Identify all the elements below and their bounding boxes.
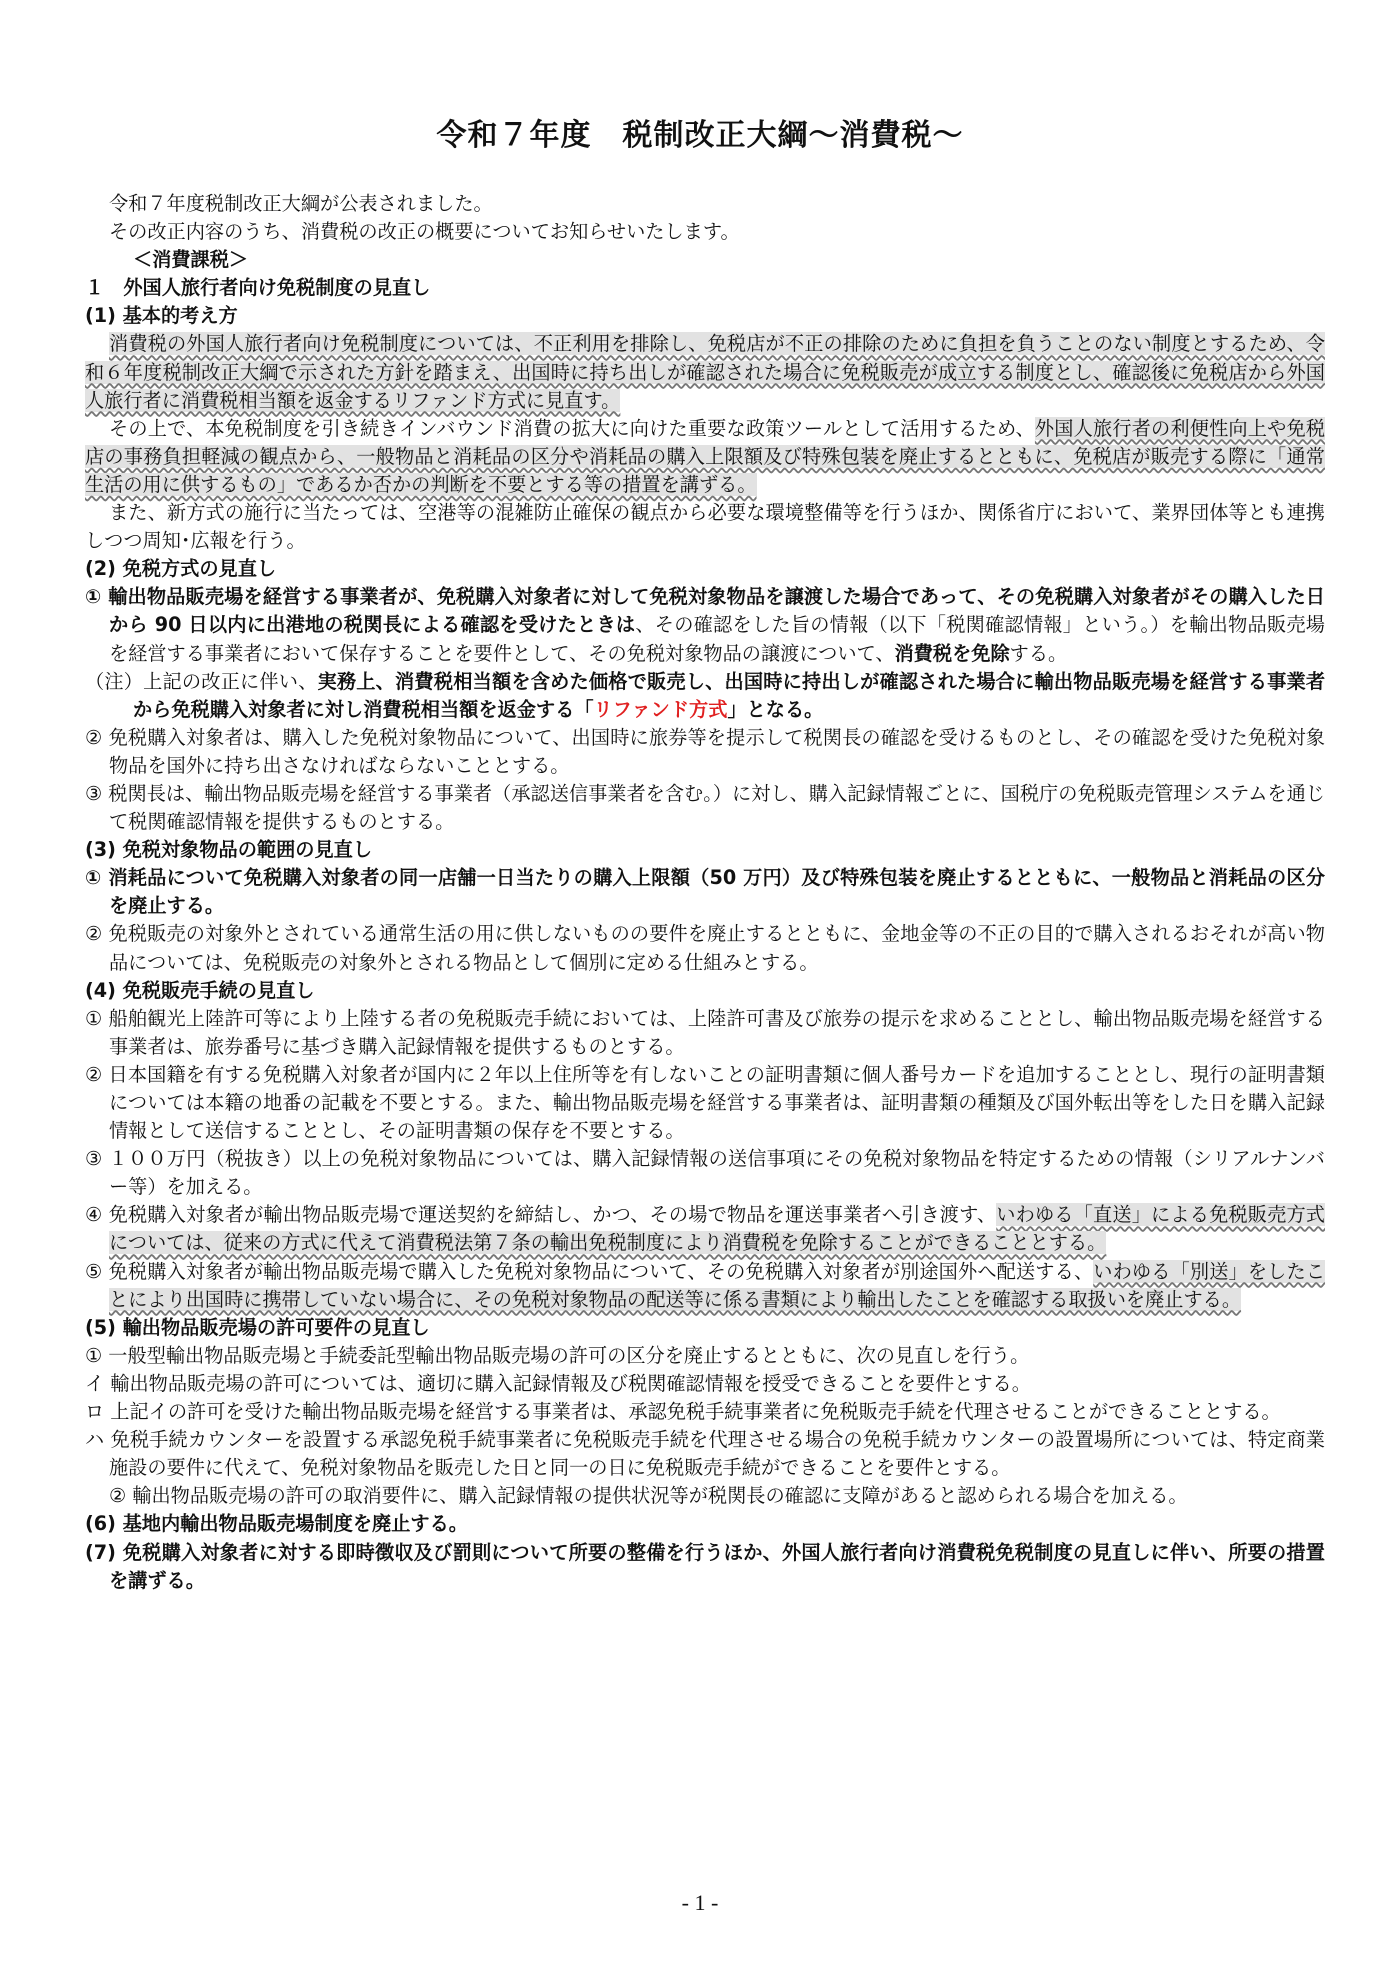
subsection-heading-1-4: (4) 免税販売手続の見直し [85,978,315,1002]
highlighted-text: 外国人旅行者の利便性向上や免税店の事務負担軽減の観点から、一般物品と消耗品の区分や消耗品の購入上限額及び特殊包装を廃止するとともに、免税店が販売する際に「通常生活の用に供するもの」であるか否かの判断を不要とする等の措置を講ずる。 [85,416,1326,496]
list-item: ② 免税販売の対象外とされている通常生活の用に供しないものの要件を廃止するとともに、金地金等の不正の目的で購入されるおそれが高い物品については、免税販売の対象外とされる物品として個別に定める仕組みとする。 [85,922,1325,974]
list-item: ③ 税関長は、輸出物品販売場を経営する事業者（承認送信事業者を含む。）に対し、購入記録情報ごとに、国税庁の免税販売管理システムを通じて税関確認情報を提供するものとする。 [85,781,1325,834]
refund-method-text: リファンド方式 [593,697,728,721]
category-label: ＜消費課税＞ [133,248,249,272]
paragraph-basic-1 [85,330,1325,414]
subsection-heading-1-1: (1) 基本的考え方 [85,304,238,328]
list-item: ① 一般型輸出物品販売場と手続委託型輸出物品販売場の許可の区分を廃止するとともに、次の見直しを行う。 [85,1343,1030,1367]
intro-line-2: その改正内容のうち、消費税の改正の概要についてお知らせいたします。 [109,220,740,244]
list-item: ① 消耗品について免税購入対象者の同一店舗一日当たりの購入上限額（50 万円）及び特殊包装を廃止するとともに、一般物品と消耗品の区分を廃止する。 [85,866,1325,918]
list-item: ① 船舶観光上陸許可等により上陸する者の免税販売手続においては、上陸許可書及び旅券の提示を求めることとし、輸出物品販売場を経営する事業者は、旅券番号に基づき購入記録情報を提供するものとする。 [85,1006,1325,1058]
subsection-heading-1-6: (6) 基地内輸出物品販売場制度を廃止する。 [85,1512,468,1536]
list-item: ④ 免税購入対象者が輸出物品販売場で運送契約を締結し、かつ、その場で物品を運送事業者へ引き渡す、いわゆる「直送」による免税販売方式については、従来の方式に代えて消費税法第７条の輸出免税制度により消費税を免除することができることとする。 [85,1203,1325,1255]
list-item: ロ 上記イの許可を受けた輸出物品販売場を経営する事業者は、承認免税手続事業者に免税販売手続を代理させることができることとする。 [85,1400,1281,1424]
highlighted-text: いわゆる「別送」をしたことにより出国時に携帯していない場合に、その免税対象物品の配送等に係る書類により輸出したことを確認する取扱いを廃止する。 [109,1259,1326,1311]
page-title: 令和７年度 税制改正大綱～消費税～ [436,118,964,153]
list-item: ⑤ 免税購入対象者が輸出物品販売場で購入した免税対象物品について、その免税購入対象者が別途国外へ配送する、いわゆる「別送」をしたことにより出国時に携帯していない場合に、その免税対象物品の配送等に係る書類により輸出したことを確認する取扱いを廃止する。 [85,1259,1326,1311]
subsection-heading-1-2: (2) 免税方式の見直し [85,557,277,581]
list-item: ② 日本国籍を有する免税購入対象者が国内に２年以上住所等を有しないことの証明書類に個人番号カードを追加することとし、現行の証明書類については本籍の地番の記載を不要とする。また、輸出物品販売場を経営する事業者は、証明書類の種類及び国外転出等をした日を購入記録情報として送信することとし、その証明書類の保存を不要とする。 [85,1062,1325,1143]
paragraph-basic-2: その上で、本免税制度を引き続きインバウンド消費の拡大に向けた重要な政策ツールとして活用するため、外国人旅行者の利便性向上や免税店の事務負担軽減の観点から、一般物品と消耗品の区分や消耗品の購入上限額及び特殊包装を廃止するとともに、免税店が販売する際に「通常生活の用に供するもの」であるか否かの判断を不要とする等の措置を講ずる。 [85,416,1326,496]
list-item: ハ 免税手続カウンターを設置する承認免税手続事業者に免税販売手続を代理させる場合の免税手続カウンターの設置場所については、特定商業施設の要件に代えて、免税対象物品を販売した日と同一の日に免税販売手続ができることを要件とする。 [85,1428,1325,1480]
subsection-heading-1-5: (5) 輸出物品販売場の許可要件の見直し [85,1315,430,1339]
page-number: - 1 - [681,1890,719,1915]
list-item: イ 輸出物品販売場の許可については、適切に購入記録情報及び税関確認情報を授受できることを要件とする。 [85,1371,1031,1395]
list-item: ② 輸出物品販売場の許可の取消要件に、購入記録情報の提供状況等が税関長の確認に支障があると認められる場合を加える。 [109,1484,1188,1508]
paragraph-basic-3: また、新方式の施行に当たっては、空港等の混雑防止確保の観点から必要な環境整備等を行うほか、関係省庁において、業界団体等とも連携しつつ周知･広報を行う。 [85,501,1325,553]
list-item: ① 輸出物品販売場を経営する事業者が、免税購入対象者に対して免税対象物品を譲渡した場合であって、その免税購入対象者がその購入した日から 90 日以内に出港地の税関長による確認を受けたときは、その確認をした旨の情報（以下「税関確認情報」という。）を輸出物品販売場を経営する事業者において保存することを要件として、その免税対象物品の譲渡について、消費税を免除する。 [85,585,1325,665]
subsection-heading-1-3: (3) 免税対象物品の範囲の見直し [85,838,373,862]
highlighted-text: いわゆる「直送」による免税販売方式については、従来の方式に代えて消費税法第７条の輸出免税制度により消費税を免除することができることとする。 [109,1203,1325,1255]
subsection-heading-1-7: (7) 免税購入対象者に対する即時徴収及び罰則について所要の整備を行うほか、外国人旅行者向け消費税免税制度の見直しに伴い、所要の措置を講ずる。 [85,1540,1325,1592]
note-item: （注）上記の改正に伴い、実務上、消費税相当額を含めた価格で販売し、出国時に持出しが確認された場合に輸出物品販売場を経営する事業者から免税購入対象者に対し消費税相当額を返金する「リファンド方式」となる。 [85,669,1326,721]
document-body [85,190,1325,1595]
list-item: ② 免税購入対象者は、購入した免税対象物品について、出国時に旅券等を提示して税関長の確認を受けるものとし、その確認を受けた免税対象物品を国外に持ち出さなければならないこととする。 [85,725,1325,777]
section-heading-1: １ 外国人旅行者向け免税制度の見直し [85,276,431,300]
list-item: ③ １００万円（税抜き）以上の免税対象物品については、購入記録情報の送信事項にその免税対象物品を特定するための情報（シリアルナンバー等）を加える。 [85,1147,1325,1199]
highlighted-text: 消費税の外国人旅行者向け免税制度については、不正利用を排除し、免税店が不正の排除のために負担を負うことのない制度とするため、令和６年度税制改正大綱で示された方針を踏まえ、出国時に持ち出しが確認された場合に免税販売が成立する制度とし、確認後に免税店から外国人旅行者に消費税相当額を返金するリファンド方式に見直す。 [85,332,1325,412]
intro-line-1: 令和７年度税制改正大綱が公表されました。 [109,192,493,215]
